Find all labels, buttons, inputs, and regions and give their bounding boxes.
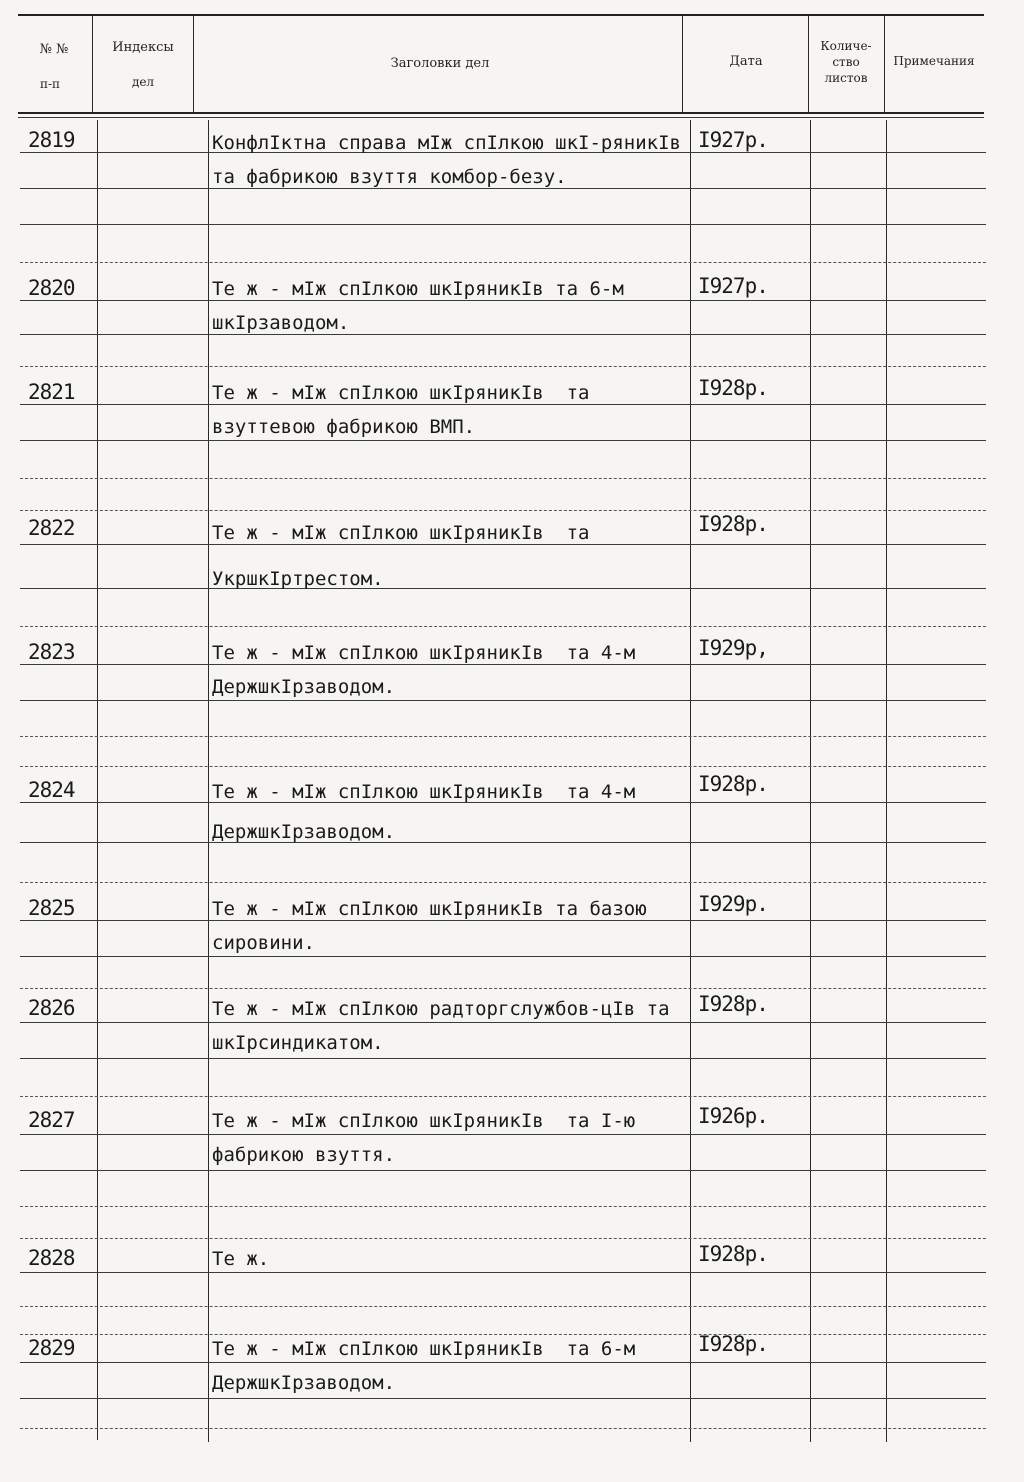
row-number: 2826: [28, 996, 75, 1020]
rule: [20, 1306, 986, 1307]
body-sep-3: [690, 120, 691, 1442]
row-date: І929р,: [698, 636, 768, 660]
row-date: І926р.: [698, 1104, 768, 1128]
row-title: Те ж - мІж спІлкою шкІряникІв та взуттевою фабрикою ВМП.: [212, 382, 601, 438]
rule: [20, 1206, 986, 1207]
header-sep-1: [92, 16, 93, 112]
rule: [20, 736, 986, 737]
body-sep-2: [208, 120, 209, 1442]
header-bottom-border-2: [18, 117, 984, 118]
row-date: І928р.: [698, 1332, 768, 1356]
row-title: Те ж - мІж спІлкою шкІряникІв та 4-м ДержшкІрзаводом.: [212, 642, 647, 698]
row-title: КонфлІктна справа мІж спІлкою шкІ-ряникІв та фабрикою взуття комбор-безу.: [212, 132, 693, 188]
row-number: 2829: [28, 1336, 75, 1360]
header-notes-label: Примечания: [893, 54, 975, 68]
body-sep-4: [810, 120, 811, 1442]
row-number: 2819: [28, 128, 75, 152]
row-title: Те ж - мІж спІлкою радторгслужбов-цІв та шкІрсиндикатом.: [212, 998, 682, 1054]
row-number: 2823: [28, 640, 75, 664]
row-title: Те ж - мІж спІлкою шкІряникІв та УкршкІртрестом.: [212, 522, 601, 590]
row-number: 2820: [28, 276, 75, 300]
top-border: [18, 14, 984, 16]
rule: [20, 1428, 986, 1429]
row-date: І928р.: [698, 1242, 768, 1266]
rule: [20, 1096, 986, 1097]
row-title: Те ж - мІж спІлкою шкІряникІв та базою сировини.: [212, 898, 659, 954]
header-num-sublabel: п-п: [39, 77, 61, 91]
row-date: І927р.: [698, 274, 768, 298]
row-date: І927р.: [698, 128, 768, 152]
rule: [20, 766, 986, 767]
header-title-label: Заголовки дел: [390, 56, 490, 71]
rule: [20, 366, 986, 367]
body-sep-5: [886, 120, 887, 1442]
row-number: 2822: [28, 516, 75, 540]
row-title: Те ж.: [212, 1248, 270, 1270]
row-date: І928р.: [698, 992, 768, 1016]
row-number: 2821: [28, 380, 75, 404]
body-sep-1: [97, 120, 98, 1440]
rule: [20, 882, 986, 883]
row-title: Те ж - мІж спІлкою шкІряникІв та 6-м ДержшкІрзаводом.: [212, 1338, 647, 1394]
header-sep-3: [682, 16, 683, 112]
row-title: Те ж - мІж спІлкою шкІряникІв та 6-м шкІрзаводом.: [212, 278, 636, 334]
header-bottom-border: [18, 112, 984, 114]
rule: [20, 988, 986, 989]
header-index-label: Индексы: [112, 40, 174, 55]
header-index-sublabel: дел: [131, 75, 155, 89]
row-number: 2827: [28, 1108, 75, 1132]
row-date: І928р.: [698, 376, 768, 400]
row-number: 2824: [28, 778, 75, 802]
rule: [20, 262, 986, 263]
header-sep-2: [193, 16, 194, 112]
header-count-label-2: ство: [832, 55, 860, 69]
header-date-label: Дата: [729, 54, 763, 69]
row-date: І929р.: [698, 892, 768, 916]
rule: [20, 224, 986, 225]
row-date: І928р.: [698, 512, 768, 536]
rule: [20, 626, 986, 627]
row-title: Те ж - мІж спІлкою шкІряникІв та І-ю фабрикою взуття.: [212, 1110, 647, 1166]
rule: [20, 1238, 986, 1239]
row-date: І928р.: [698, 772, 768, 796]
row-number: 2825: [28, 896, 75, 920]
header-count-label-3: листов: [824, 71, 868, 85]
rule: [20, 478, 986, 479]
header-num-label: № №: [39, 42, 69, 57]
header-count-label-1: Количе-: [820, 39, 872, 53]
row-title: Те ж - мІж спІлкою шкІряникІв та 4-м ДержшкІрзаводом.: [212, 781, 647, 843]
row-number: 2828: [28, 1246, 75, 1270]
